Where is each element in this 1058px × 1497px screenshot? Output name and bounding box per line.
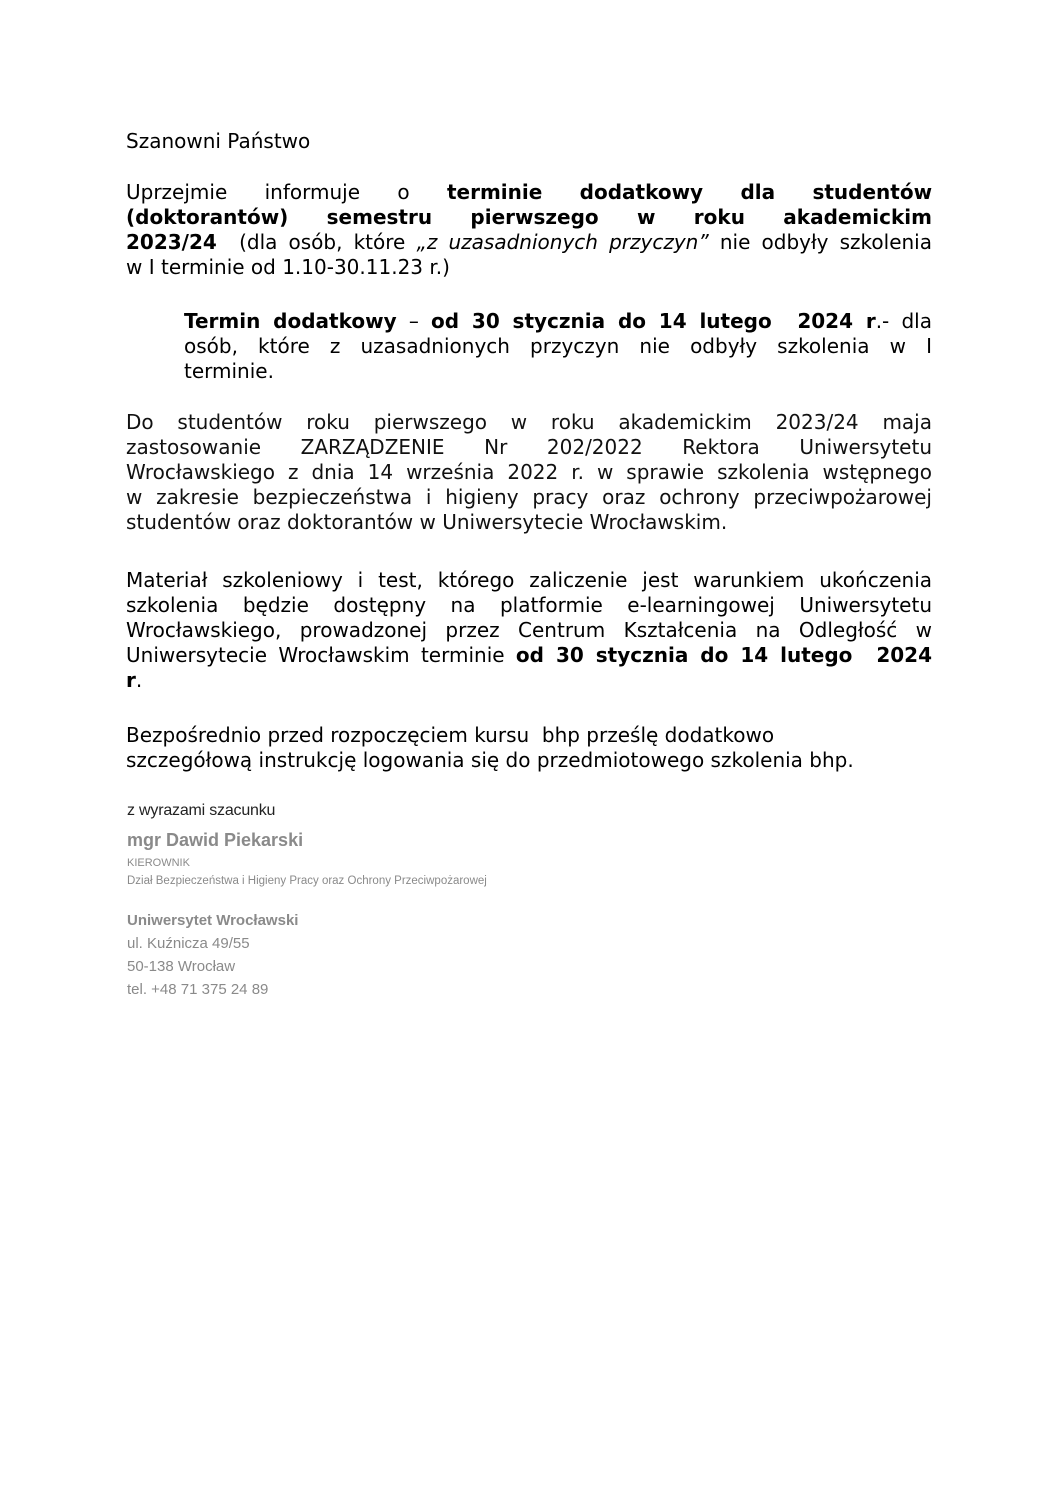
paragraph-line: zastosowanie ZARZĄDZENIE Nr 202/2022 Rektora Uniwersytetu — [126, 435, 932, 459]
signature-closing: z wyrazami szacunku — [127, 802, 276, 819]
signature-university: Uniwersytet Wrocławski — [127, 912, 299, 929]
paragraph-line: w zakresie bezpieczeństwa i higieny pracy oraz ochrony przeciwpożarowej — [126, 485, 932, 509]
paragraph-line — [126, 205, 932, 230]
paragraph-line: szczegółową instrukcję logowania się do przedmiotowego szkolenia bhp. — [126, 748, 854, 772]
signature-phone: tel. +48 71 375 24 89 — [127, 981, 269, 998]
paragraph-line: r. — [126, 668, 143, 692]
paragraph-line: szkolenia będzie dostępny na platformie e-learningowej Uniwersytetu — [126, 593, 932, 617]
paragraph-line: terminie. — [184, 359, 274, 383]
paragraph-line: osób, które z uzasadnionych przyczyn nie odbyły szkolenia w I — [184, 334, 932, 358]
paragraph-line: Termin dodatkowy – od 30 stycznia do 14 lutego 2024 r.- dla — [184, 309, 932, 333]
paragraph-line: Wrocławskiego z dnia 14 września 2022 r. w sprawie szkolenia wstępnego — [126, 460, 932, 484]
paragraph-line: Wrocławskiego, prowadzonej przez Centrum Kształcenia na Odległość w — [126, 618, 932, 642]
signature-address-street: ul. Kuźnicza 49/55 — [127, 935, 250, 952]
paragraph-regulation — [126, 410, 932, 535]
paragraph-line: Materiał szkoleniowy i test, którego zaliczenie jest warunkiem ukończenia — [126, 568, 932, 592]
paragraph-line: studentów oraz doktorantów w Uniwersytecie Wrocławskim. — [126, 510, 728, 534]
bold-text: (doktorantów) semestru pierwszego w roku akademickim — [126, 205, 932, 229]
paragraph-line: Uniwersytecie Wrocławskim terminie od 30 stycznia do 14 lutego 2024 — [126, 643, 932, 667]
paragraph-line: Do studentów roku pierwszego w roku akademickim 2023/24 maja — [126, 410, 932, 434]
paragraph-training-material — [126, 568, 932, 693]
greeting: Szanowni Państwo — [126, 129, 311, 153]
paragraph-line: 2023/24 (dla osób, które „z uzasadnionych przyczyn” nie odbyły szkolenia — [126, 230, 932, 254]
signature-address-city: 50-138 Wrocław — [127, 958, 236, 975]
paragraph-line: Bezpośrednio przed rozpoczęciem kursu bhp prześlę dodatkowo — [126, 723, 775, 747]
signature-name: mgr Dawid Piekarski — [127, 830, 304, 850]
signature-role: KIEROWNIK — [127, 857, 190, 869]
paragraph-announcement — [126, 180, 932, 280]
paragraph-instructions — [126, 723, 932, 773]
signature-department: Dział Bezpieczeństwa i Higieny Pracy oraz Ochrony Przeciwpożarowej — [127, 875, 487, 887]
paragraph-line: Uprzejmie informuje o terminie dodatkowy dla studentów — [126, 180, 933, 204]
paragraph-additional-term — [184, 309, 932, 384]
paragraph-line: w I terminie od 1.10-30.11.23 r.) — [126, 255, 450, 279]
